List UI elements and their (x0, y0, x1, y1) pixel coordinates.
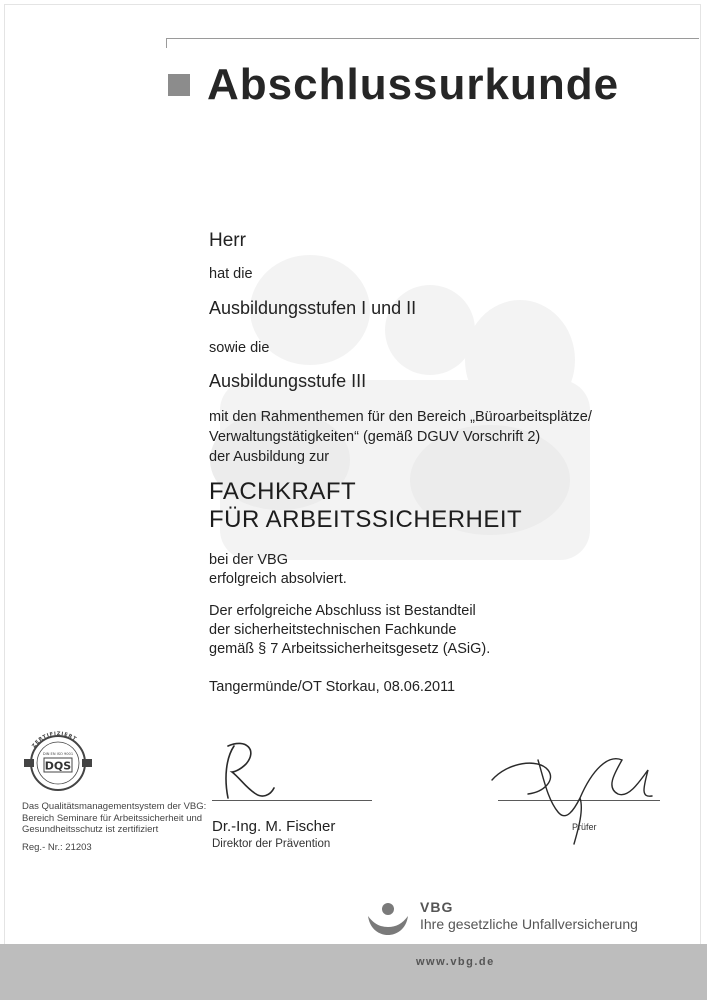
fachkraft-line-2: FÜR ARBEITSSICHERHEIT (209, 506, 523, 533)
title-square-icon (168, 74, 190, 96)
signatory-name: Dr.-Ing. M. Fischer (212, 818, 336, 835)
signature-left-icon (216, 738, 286, 804)
fachkraft-line-1: FACHKRAFT (209, 478, 357, 505)
vbg-logo-icon (364, 902, 412, 936)
signature-right-icon (488, 740, 658, 850)
text-bei-der-vbg: bei der VBG (209, 552, 288, 568)
dqs-certification-seal-icon (16, 731, 100, 791)
qm-line-2: Bereich Seminare für Arbeitssicherheit und (22, 812, 203, 824)
text-hat-die: hat die (209, 266, 253, 282)
top-rule-tick (166, 38, 167, 48)
top-rule (166, 38, 699, 39)
signatory-role: Direktor der Prävention (212, 838, 331, 850)
place-and-date: Tangermünde/OT Storkau, 08.06.2011 (209, 679, 456, 695)
text-rahmen-line-1: mit den Rahmenthemen für den Bereich „Büroarbeitsplätze/ (209, 409, 592, 425)
text-ausbildungsstufen-1-2: Ausbildungsstufen I und II (209, 298, 417, 318)
text-erfolgreich-absolviert: erfolgreich absolviert. (209, 571, 347, 587)
seal-logo-text: DQS (44, 759, 72, 773)
seal-norm-text: DIN EN ISO 9001 (42, 752, 74, 756)
vbg-tagline: Ihre gesetzliche Unfallversicherung (420, 916, 638, 932)
text-rahmen-line-2: Verwaltungstätigkeiten“ (gemäß DGUV Vorschrift 2) (209, 429, 541, 445)
salutation: Herr (209, 230, 246, 251)
text-abschluss-line-2: der sicherheitstechnischen Fachkunde (209, 622, 457, 638)
text-sowie-die: sowie die (209, 340, 270, 356)
text-rahmen-line-3: der Ausbildung zur (209, 449, 330, 465)
text-ausbildungsstufe-3: Ausbildungsstufe III (209, 371, 367, 391)
footer-band (0, 944, 707, 1000)
seal-top-text: ZERTIFIZIERT (31, 731, 78, 750)
pruefer-label: Prüfer (572, 822, 597, 832)
qm-line-1: Das Qualitätsmanagementsystem der VBG: (22, 801, 207, 812)
document-title: Abschlussurkunde (207, 60, 620, 109)
text-abschluss-line-1: Der erfolgreiche Abschluss ist Bestandteil (209, 603, 476, 619)
registration-number: Reg.- Nr.: 21203 (22, 842, 92, 853)
vbg-brand: VBG (420, 899, 454, 915)
footer-url: www.vbg.de (416, 956, 495, 968)
qm-statement (22, 801, 206, 836)
text-abschluss-line-3: gemäß § 7 Arbeitssicherheitsgesetz (ASiG). (209, 641, 491, 657)
qm-line-3: Gesundheitsschutz ist zertifiziert (22, 824, 159, 835)
